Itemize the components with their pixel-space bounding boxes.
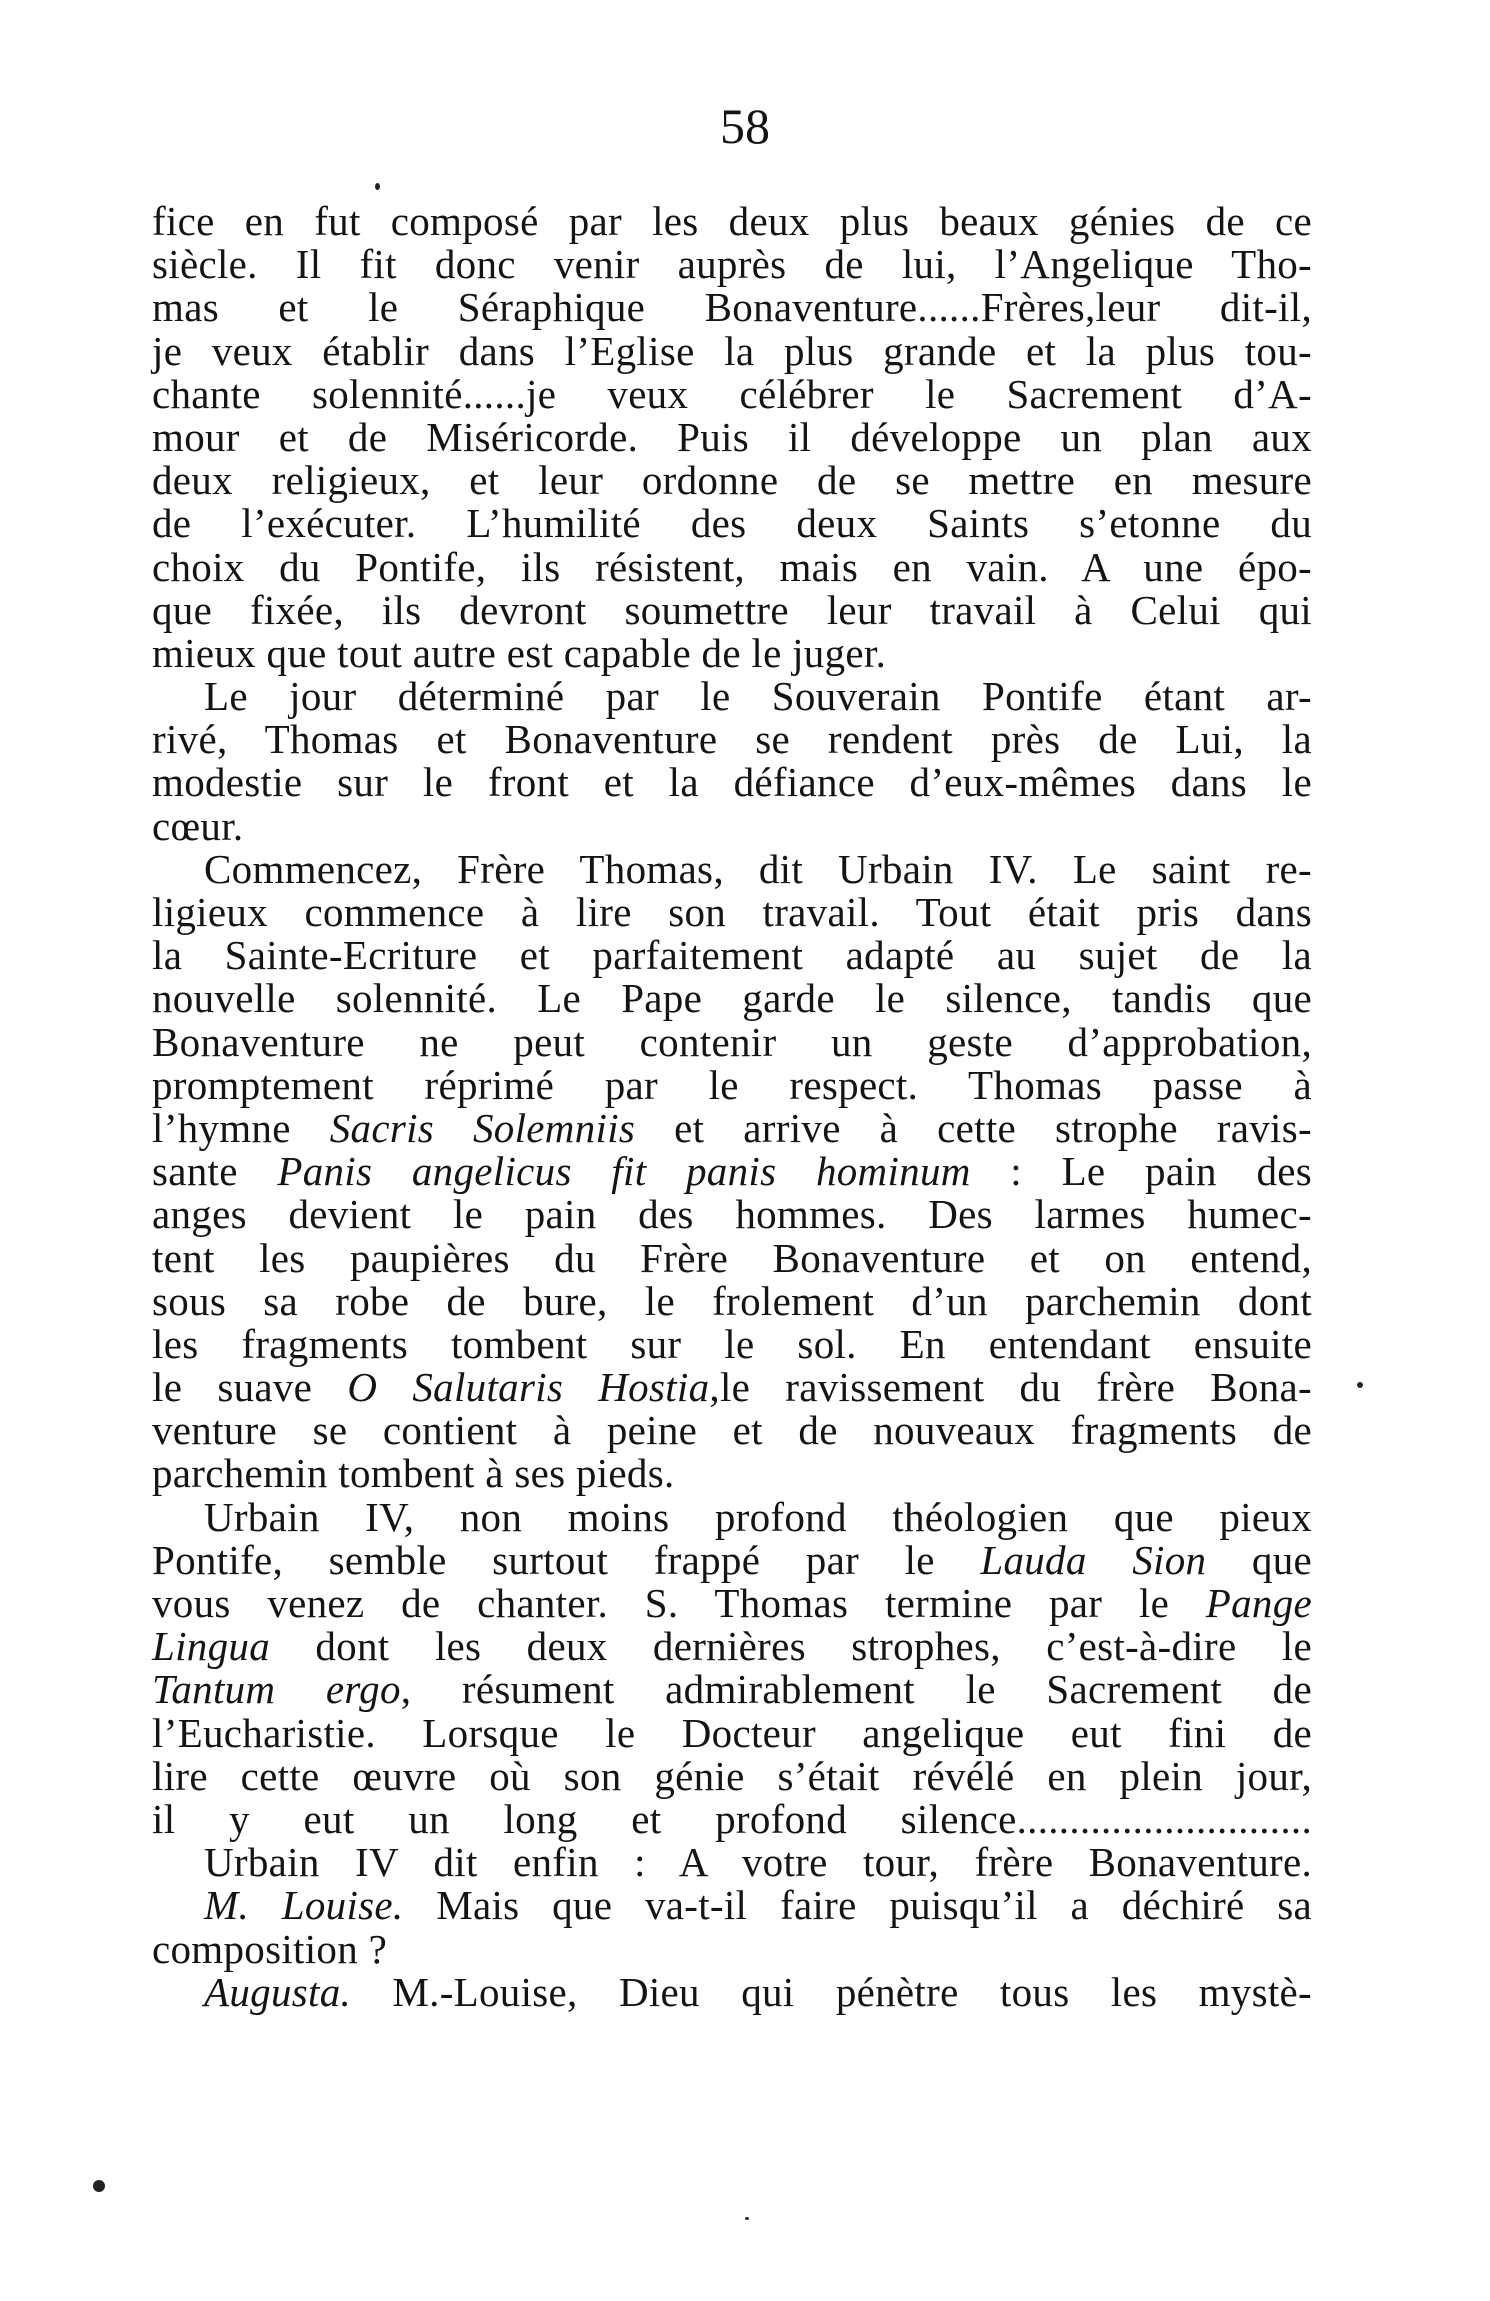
text-line: siècle. Il fit donc venir auprès de lui, l’Angelique Tho-	[152, 241, 1312, 288]
text-line: sante Panis angelicus fit panis hominum : Le pain des	[152, 1148, 1312, 1195]
text-line: l’Eucharistie. Lorsque le Docteur angelique eut fini de	[152, 1709, 1312, 1756]
text-line: mieux que tout autre est capable de le juger.	[152, 629, 887, 676]
text-line: vous venez de chanter. S. Thomas termine par le Pange	[152, 1580, 1312, 1626]
print-speck	[745, 2217, 749, 2220]
text-line: Lingua dont les deux dernières strophes, c’est-à-dire le	[152, 1623, 1312, 1670]
text-line: il y eut un long et profond silence............................	[152, 1795, 1312, 1842]
text-line: rivé, Thomas et Bonaventure se rendent près de Lui, la	[152, 716, 1312, 763]
text-line: mas et le Séraphique Bonaventure......Frères,leur dit-il,	[152, 284, 1312, 331]
text-line: parchemin tombent à ses pieds.	[152, 1450, 675, 1497]
text-line: modestie sur le front et la défiance d’eux-mêmes dans le	[152, 759, 1312, 806]
text-line: ligieux commence à lire son travail. Tout était pris dans	[152, 889, 1312, 935]
text-line: Urbain IV, non moins profond théologien que pieux	[204, 1493, 1312, 1540]
text-line: deux religieux, et leur ordonne de se mettre en mesure	[152, 457, 1312, 504]
text-line: le suave O Salutaris Hostia,le ravissement du frère Bona-	[152, 1364, 1312, 1411]
text-line: anges devient le pain des hommes. Des larmes humec-	[152, 1191, 1312, 1238]
text-line: Bonaventure ne peut contenir un geste d’approbation,	[152, 1018, 1312, 1065]
text-line: je veux établir dans l’Eglise la plus grande et la plus tou-	[152, 327, 1312, 374]
text-line: venture se contient à peine et de nouveaux fragments de	[152, 1407, 1312, 1454]
text-line: chante solennité......je veux célébrer le Sacrement d’A-	[152, 370, 1312, 417]
text-line: Le jour déterminé par le Souverain Pontife étant ar-	[204, 673, 1312, 720]
text-line: la Sainte-Ecriture et parfaitement adapté au sujet de la	[152, 932, 1312, 979]
text-line: mour et de Miséricorde. Puis il développe un plan aux	[152, 413, 1312, 460]
page-number: 58	[720, 98, 770, 154]
body-text	[152, 200, 1312, 2014]
text-line: promptement réprimé par le respect. Thomas passe à	[152, 1061, 1312, 1108]
text-line: les fragments tombent sur le sol. En entendant ensuite	[152, 1320, 1312, 1367]
text-line: nouvelle solennité. Le Pape garde le silence, tandis que	[152, 975, 1312, 1022]
text-line: Urbain IV dit enfin : A votre tour, frère Bonaventure.	[204, 1839, 1312, 1886]
text-line: choix du Pontife, ils résistent, mais en vain. A une épo-	[152, 543, 1312, 590]
text-line: composition ?	[152, 1925, 388, 1972]
print-speck	[1357, 1382, 1363, 1388]
text-line: lire cette œuvre où son génie s’était révélé en plein jour,	[152, 1752, 1312, 1799]
text-line: sous sa robe de bure, le frolement d’un parchemin dont	[152, 1277, 1312, 1324]
text-line: de l’exécuter. L’humilité des deux Saints s’etonne du	[152, 500, 1312, 547]
text-line: l’hymne Sacris Solemniis et arrive à cette strophe ravis-	[152, 1104, 1312, 1151]
print-speck	[375, 183, 380, 190]
text-line: cœur.	[152, 802, 244, 849]
text-line: fice en fut composé par les deux plus beaux génies de ce	[152, 198, 1312, 244]
text-line: Tantum ergo, résument admirablement le Sacrement de	[152, 1666, 1312, 1713]
print-speck	[93, 2180, 105, 2192]
text-line: Commencez, Frère Thomas, dit Urbain IV. Le saint re-	[204, 845, 1312, 892]
text-line: M. Louise. Mais que va-t-il faire puisqu’il a déchiré sa	[204, 1882, 1313, 1929]
text-line: Augusta. M.-Louise, Dieu qui pénètre tous les mystè-	[204, 1968, 1312, 2015]
text-line: tent les paupières du Frère Bonaventure et on entend,	[152, 1234, 1312, 1281]
text-line: que fixée, ils devront soumettre leur travail à Celui qui	[152, 586, 1312, 633]
text-line: Pontife, semble surtout frappé par le Lauda Sion que	[152, 1536, 1312, 1583]
